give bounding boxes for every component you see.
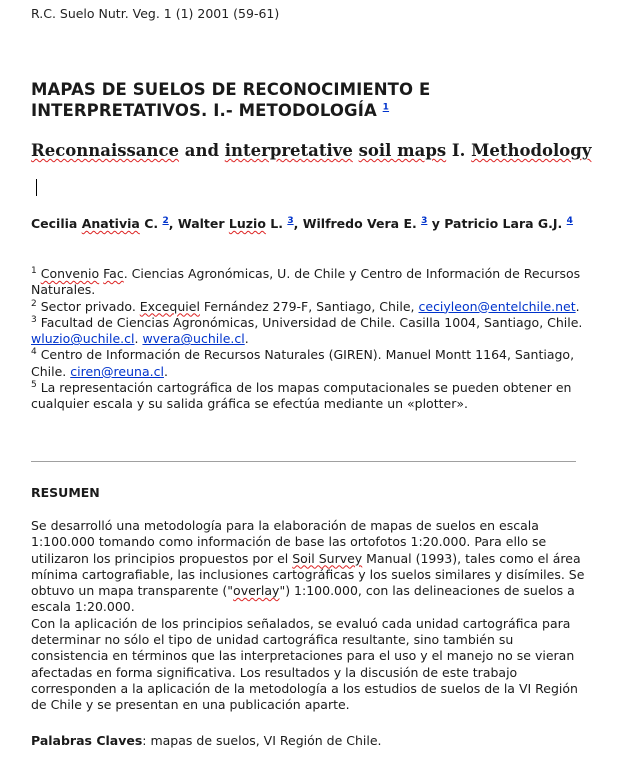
author-text: Cecilia <box>31 216 82 231</box>
citation-text: R.C. Suelo Nutr. Veg. 1 (1) 2001 (59-61) <box>31 6 280 21</box>
author-text: L. <box>265 216 283 231</box>
affiliation-5 <box>31 380 591 413</box>
author-luzio: Luzio <box>228 216 266 231</box>
affiliation-text: Sector privado. <box>36 298 140 314</box>
author-text: C. <box>139 216 159 231</box>
email-link-wvera[interactable]: wvera@uchile.cl <box>142 331 245 347</box>
abstract-body <box>31 518 591 714</box>
footnote-number: 3 <box>31 314 37 325</box>
author-footnote-link[interactable]: 3 <box>287 215 294 226</box>
affiliation-text: . <box>244 331 249 347</box>
footnote-number: 2 <box>31 298 37 309</box>
affiliation-text: . <box>575 298 580 314</box>
title-line-2: INTERPRETATIVOS. I.- METODOLOGÍA <box>31 101 377 120</box>
author-text: , Walter <box>168 216 229 231</box>
author-footnote-link[interactable]: 2 <box>162 215 169 226</box>
keywords-text: : mapas de suelos, VI Región de Chile. <box>142 733 382 748</box>
footnote-number: 5 <box>31 379 37 390</box>
footnote-number: 4 <box>31 347 37 358</box>
affiliation-text: Convenio <box>40 266 100 281</box>
author-anativia: Anativia <box>81 216 140 231</box>
affiliation-3 <box>31 315 591 348</box>
affiliation-1 <box>31 266 591 299</box>
resumen-heading: RESUMEN <box>31 485 100 500</box>
author-text: y Patricio Lara G.J. <box>427 216 563 231</box>
affiliation-4 <box>31 347 591 380</box>
author-footnote-link[interactable]: 4 <box>566 215 573 226</box>
abstract-paragraph-1 <box>31 518 591 616</box>
affiliation-text: Excequiel <box>139 298 200 314</box>
affiliation-text: La representación cartográfica de los mapas computacionales se pueden obtener en cualquier escala y su salida gráfica se efectúa mediante un «plotter». <box>31 380 572 412</box>
subtitle-word-interpretative: interpretative <box>224 141 353 160</box>
abstract-text: Se desarrolló una metodología para la elaboración de mapas de suelos en escala 1:100.000 tomando como información de base las ortofotos 1:20.000. Para ello se utilizaron los principios propuestos por el <box>31 518 547 566</box>
affiliation-2 <box>31 299 591 315</box>
footnote-number: 1 <box>31 265 37 276</box>
affiliation-text: Fac <box>103 266 124 281</box>
abstract-text: overlay <box>233 583 280 599</box>
author-list <box>31 215 591 232</box>
text-cursor <box>36 179 37 196</box>
email-link-ceciyleon[interactable]: ceciyleon@entelchile.net <box>418 298 576 314</box>
affiliation-text: Facultad de Ciencias Agronómicas, Universidad de Chile. Casilla 1004, Santiago, Chile. <box>36 314 583 330</box>
paper-subtitle <box>31 140 611 162</box>
paper-title <box>31 79 591 121</box>
title-line-1: MAPAS DE SUELOS DE RECONOCIMIENTO E <box>31 80 431 99</box>
affiliation-text: . Ciencias Agronómicas, U. de Chile y Centro de Información de Recursos Naturales. <box>31 266 581 298</box>
email-link-wluzio[interactable]: wluzio@uchile.cl <box>31 331 135 347</box>
email-link-ciren[interactable]: ciren@reuna.cl <box>70 363 164 379</box>
subtitle-word-soil-maps: soil maps <box>358 141 447 160</box>
abstract-text: Manual (1993), tales como el área mínima cartografiable, las inclusiones cartográficas y los suelos similares y disímiles. Se obtuvo un mapa transparente (" <box>31 550 585 599</box>
subtitle-word-methodology: Methodology <box>471 141 592 160</box>
subtitle-text: and <box>179 141 225 160</box>
author-text: , Wilfredo Vera E. <box>293 216 417 231</box>
abstract-paragraph-2: Con la aplicación de los principios señalados, se evaluó cada unidad cartográfica para determinar no sólo el tipo de unidad cartográfica resultante, sino también su consistencia en términos que las interpretaciones para el uso y el manejo no se vieran afectadas en forma significativa. Los resultados y la discusión de este trabajo corresponden a la aplicación de la metodología a los estudios de suelos de la VI Región de Chile y se presentan en una publicación aparte. <box>31 615 578 713</box>
affiliation-text: . <box>163 363 168 379</box>
affiliations <box>31 266 591 413</box>
citation-header <box>31 6 279 21</box>
keywords-label: Palabras Claves <box>31 733 143 748</box>
subtitle-text: I. <box>446 141 472 160</box>
title-footnote-link[interactable]: 1 <box>382 102 390 113</box>
author-footnote-link[interactable]: 3 <box>421 215 428 226</box>
section-divider <box>31 461 576 462</box>
subtitle-word-reconnaissance: Reconnaissance <box>31 141 180 160</box>
affiliation-text: . <box>134 331 143 347</box>
affiliation-text: Centro de Información de Recursos Naturales (GIREN). Manuel Montt 1164, Santiago, Chile. <box>31 347 575 379</box>
keywords-line <box>31 733 382 748</box>
abstract-text: ") 1:100.000, con las delineaciones de suelos a escala 1:20.000. <box>31 583 575 615</box>
abstract-text: Soil Survey <box>292 550 363 566</box>
affiliation-text: Fernández 279-F, Santiago, Chile, <box>199 298 419 314</box>
